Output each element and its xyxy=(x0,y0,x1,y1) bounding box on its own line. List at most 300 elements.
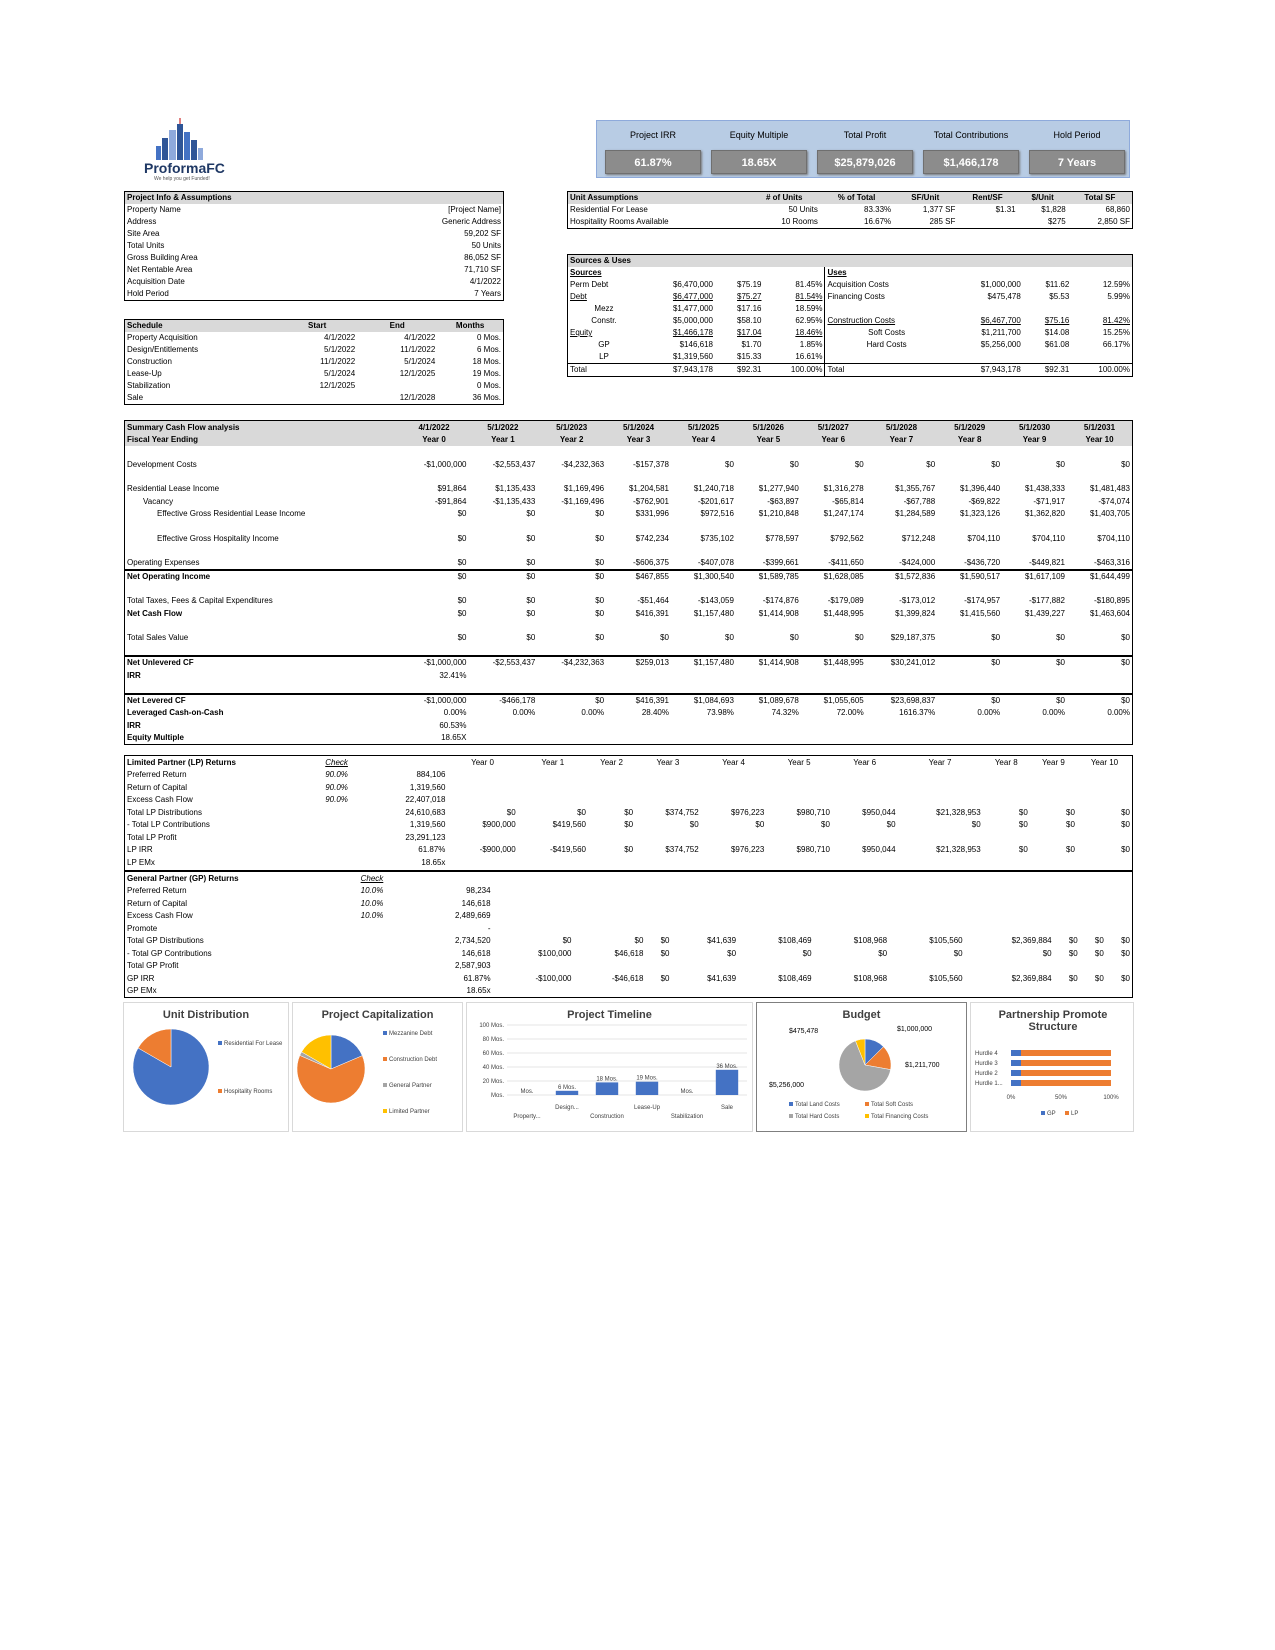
cell xyxy=(1054,960,1080,973)
y-tick: Hurdle 3 xyxy=(975,1061,998,1067)
cell: Effective Gross Residential Lease Income xyxy=(157,509,306,518)
cell: Hard Costs xyxy=(825,339,948,351)
cell: 81.45% xyxy=(795,280,823,289)
cell: $0 xyxy=(595,557,605,567)
cell: $1,362,820 xyxy=(1024,509,1065,518)
cell: Year 7 xyxy=(866,434,937,447)
cell: Check xyxy=(360,873,384,883)
cell: $6,477,000 xyxy=(672,292,713,301)
cell: $0 xyxy=(926,459,936,469)
cell xyxy=(125,682,1132,694)
spacer-row xyxy=(125,520,1132,532)
cell xyxy=(645,897,671,910)
cell: 71,710 SF xyxy=(464,265,501,274)
cell xyxy=(983,856,1030,869)
spacer-row xyxy=(125,620,1132,632)
table-row xyxy=(125,707,1132,720)
cell: 4/1/2022 xyxy=(469,277,501,286)
cell: $1,157,480 xyxy=(671,656,736,669)
cell xyxy=(1030,781,1077,794)
cell xyxy=(125,520,1132,532)
cell: Gross Building Area xyxy=(127,253,198,262)
cell xyxy=(323,856,370,869)
cell: 7 Years xyxy=(474,289,501,298)
cell xyxy=(832,769,898,782)
table-header xyxy=(568,192,1132,204)
cell xyxy=(965,897,1054,910)
cell xyxy=(493,960,574,973)
cell: $0 xyxy=(1066,820,1075,829)
cell xyxy=(983,769,1030,782)
cell xyxy=(738,872,814,885)
cell xyxy=(898,781,983,794)
cell xyxy=(1054,922,1080,935)
cell xyxy=(801,732,866,745)
cell: 5/1/2030 xyxy=(1002,421,1067,434)
cell xyxy=(1080,897,1106,910)
cell xyxy=(948,351,1023,364)
cell: -$466,178 xyxy=(468,694,537,707)
cell: $1,589,785 xyxy=(736,570,801,583)
cell: Acquisition Costs xyxy=(825,279,948,291)
cell xyxy=(1077,794,1132,807)
cell: $0 xyxy=(526,596,536,605)
cell: $0 xyxy=(1042,948,1052,958)
cell xyxy=(125,583,1132,595)
cell: Year 4 xyxy=(722,757,745,767)
legend-label: Total Financing Costs xyxy=(871,1114,929,1120)
cell: 61.87% xyxy=(463,973,491,983)
cell xyxy=(588,831,635,844)
cell: $0 xyxy=(595,608,605,618)
cell xyxy=(359,960,413,973)
cell: -$1,000,000 xyxy=(423,459,467,469)
cell: 5/1/2024 xyxy=(324,369,356,378)
cell: $0 xyxy=(1067,694,1132,707)
cell: $1,466,178 xyxy=(672,328,713,337)
cell: Year 2 xyxy=(600,757,623,767)
cell xyxy=(635,794,701,807)
table-row xyxy=(568,216,1132,228)
cell: $0 xyxy=(1094,936,1104,945)
cell: $108,968 xyxy=(853,936,888,945)
cell xyxy=(518,831,588,844)
promote-bar xyxy=(1011,1070,1021,1076)
table-row xyxy=(125,694,1132,707)
cell xyxy=(672,960,739,973)
cell: Year 9 xyxy=(1002,434,1067,447)
cell: $900,000 xyxy=(482,820,516,829)
cell: $1,277,940 xyxy=(758,484,799,493)
cell: 90.0% xyxy=(325,795,348,804)
y-tick: Mos. xyxy=(490,1093,504,1099)
timeline-bar xyxy=(716,1070,738,1095)
cell: Year 10 xyxy=(1067,434,1132,447)
cell xyxy=(1106,960,1132,973)
cell xyxy=(447,831,517,844)
cell: 50 Units xyxy=(471,241,501,250)
cell xyxy=(965,960,1054,973)
cell: -$177,882 xyxy=(1028,596,1065,605)
cell: Year 10 xyxy=(1090,757,1119,767)
cell: $0 xyxy=(1066,807,1075,817)
cell xyxy=(323,806,370,819)
cell: Return of Capital xyxy=(127,782,188,792)
cell xyxy=(672,872,739,885)
cell xyxy=(701,769,767,782)
cell xyxy=(672,897,739,910)
table-row xyxy=(125,570,1132,583)
cell: Net Rentable Area xyxy=(127,265,193,274)
cell xyxy=(738,985,814,998)
table-row xyxy=(125,264,503,276)
cell: $778,597 xyxy=(765,533,799,543)
cell: Year 4 xyxy=(671,434,736,447)
kpi-hold-period: Hold Period 7 Years xyxy=(1025,121,1129,179)
cell xyxy=(447,781,517,794)
cell: $0 xyxy=(1121,845,1130,854)
cell: 74.32% xyxy=(771,708,799,717)
cell xyxy=(898,831,983,844)
legend-label: Total Land Costs xyxy=(795,1102,840,1108)
cell: $0 xyxy=(1121,807,1130,817)
cell: Months xyxy=(437,320,503,332)
cell: -$100,000 xyxy=(535,973,572,983)
cell xyxy=(635,781,701,794)
cell: -$91,864 xyxy=(434,496,467,506)
cell: $976,223 xyxy=(730,807,765,817)
promote-structure-chart: Partnership Promote Structure Hurdle 4 Hurdle 3 Hurdle 2 Hurdle 1... 0% 50% 100% GP LP xyxy=(970,1002,1134,1132)
cell: $0 xyxy=(1094,973,1104,983)
cell: $0 xyxy=(634,936,644,945)
cell: $0 xyxy=(854,459,864,469)
cell: $1,316,278 xyxy=(823,484,864,493)
cell: 18.65X xyxy=(441,733,467,742)
cell: $0 xyxy=(1002,694,1067,707)
cell xyxy=(1054,910,1080,923)
cell: 81.42% xyxy=(1102,316,1130,325)
unit-distribution-chart: Unit Distribution Residential For Lease Hospitality Rooms xyxy=(123,1002,289,1132)
table-row xyxy=(125,458,1132,471)
cell: $0 xyxy=(1121,936,1130,945)
legend-swatch xyxy=(383,1031,387,1035)
cell xyxy=(1080,960,1106,973)
table-row xyxy=(125,288,503,300)
cell: $14.08 xyxy=(1044,328,1070,337)
cell xyxy=(413,872,493,885)
cell: $1,240,718 xyxy=(693,484,734,493)
cell: -$762,901 xyxy=(632,496,669,506)
cell: $1.31 xyxy=(995,205,1016,214)
cell: Total xyxy=(568,364,640,377)
cell: $21,328,953 xyxy=(936,845,981,854)
kpi-equity-multiple: Equity Multiple 18.65X xyxy=(707,121,811,179)
data-label: $1,211,700 xyxy=(905,1062,940,1069)
cell xyxy=(1030,856,1077,869)
cell xyxy=(573,897,645,910)
cell: $146,618 xyxy=(679,340,713,349)
cell: $0 xyxy=(1018,845,1028,854)
cell: $980,710 xyxy=(796,807,830,817)
legend-label: Construction Debt xyxy=(389,1057,438,1063)
cell xyxy=(323,844,370,857)
cell: 2,489,669 xyxy=(454,911,491,920)
table-row xyxy=(125,332,503,344)
cell xyxy=(866,732,937,745)
cell xyxy=(1077,856,1132,869)
cell: $980,710 xyxy=(796,845,830,854)
cell xyxy=(1054,897,1080,910)
cell xyxy=(645,922,671,935)
cell: -$173,012 xyxy=(899,596,936,605)
cell: Residential Lease Income xyxy=(127,484,220,493)
cell: $1,403,705 xyxy=(1089,509,1130,518)
cell: $0 xyxy=(854,633,864,642)
cell: $735,102 xyxy=(700,533,734,543)
data-label: 36 Mos. xyxy=(716,1063,738,1070)
cell: $1,644,499 xyxy=(1067,570,1132,583)
cell xyxy=(468,719,537,732)
cell: $0 xyxy=(537,570,606,583)
cell xyxy=(766,794,832,807)
kpi-panel xyxy=(596,120,1130,178)
legend-swatch xyxy=(383,1083,387,1087)
table-row xyxy=(125,719,1132,732)
cell xyxy=(983,831,1030,844)
cell: $0 xyxy=(1002,656,1067,669)
spacer-row xyxy=(125,471,1132,483)
cell: 86,052 SF xyxy=(464,253,501,262)
cell: $0 xyxy=(689,820,699,829)
cell: -$411,650 xyxy=(828,557,864,567)
legend-swatch xyxy=(789,1102,793,1106)
cell xyxy=(766,769,832,782)
table-row xyxy=(125,483,1132,496)
cell: 98,234 xyxy=(466,886,491,895)
table-row xyxy=(125,960,1132,973)
cell: 2,587,903 xyxy=(454,961,491,970)
timeline-bar xyxy=(556,1091,578,1095)
legend-swatch xyxy=(865,1114,869,1118)
cell: 5/1/2024 xyxy=(606,421,671,434)
cell xyxy=(814,960,890,973)
cell: $0 xyxy=(400,570,469,583)
cell: $75.16 xyxy=(1044,316,1070,325)
cell xyxy=(573,910,645,923)
cell: Year 0 xyxy=(400,434,469,447)
cell xyxy=(814,910,890,923)
table-row xyxy=(568,279,1132,291)
cell xyxy=(1054,872,1080,885)
y-tick: Hurdle 1... xyxy=(975,1081,1003,1087)
cell xyxy=(1080,885,1106,898)
cell: $7,943,178 xyxy=(640,364,715,377)
cell: 0 Mos. xyxy=(476,381,501,390)
cell: Hold Period xyxy=(127,289,169,298)
budget-chart: Budget $1,000,000 $1,211,700 $5,256,000 $475,478 Total Land Costs Total Soft Costs Total Hard Costs Total Financing Costs xyxy=(756,1002,967,1132)
cell: $1,396,440 xyxy=(960,484,1001,493)
cell: $0 xyxy=(1066,845,1075,854)
y-tick: Hurdle 4 xyxy=(975,1051,998,1057)
cell xyxy=(323,831,370,844)
cell xyxy=(1067,732,1132,745)
cell: $416,391 xyxy=(606,694,671,707)
cell: Financing Costs xyxy=(825,291,948,303)
table-row xyxy=(125,806,1132,819)
cell xyxy=(537,719,606,732)
cell: 0.00% xyxy=(512,708,536,717)
cell xyxy=(125,545,1132,557)
cell: 12/1/2025 xyxy=(399,369,436,378)
cell xyxy=(635,856,701,869)
cell: $92.31 xyxy=(1023,364,1072,377)
legend-swatch xyxy=(1065,1111,1069,1115)
cell: 23,291,123 xyxy=(405,832,446,842)
cell: $1,084,693 xyxy=(671,694,736,707)
table-row xyxy=(568,327,1132,339)
cell: Lease-Up xyxy=(127,369,162,378)
cell: LP EMx xyxy=(127,857,155,867)
cell: Year 1 xyxy=(468,434,537,447)
cell xyxy=(125,644,1132,656)
cell: 90.0% xyxy=(325,770,348,779)
cell xyxy=(1080,985,1106,998)
cell xyxy=(468,732,537,745)
cell xyxy=(832,856,898,869)
cell: $41,639 xyxy=(707,936,737,945)
cell: $0 xyxy=(660,936,670,945)
cell xyxy=(766,831,832,844)
cell: $704,110 xyxy=(1097,533,1130,543)
cell xyxy=(866,669,937,682)
cell xyxy=(357,380,437,392)
table-row xyxy=(125,632,1132,645)
cell: Year 6 xyxy=(801,434,866,447)
cell: Year 8 xyxy=(937,434,1002,447)
cell: 10.0% xyxy=(360,886,384,895)
cell: Year 9 xyxy=(1041,757,1065,767)
cell xyxy=(832,794,898,807)
cell: Stabilization xyxy=(127,381,171,390)
cell: IRR xyxy=(127,720,141,730)
cell: -$143,059 xyxy=(697,596,734,605)
cell: 11/1/2022 xyxy=(400,345,436,354)
timeline-bar xyxy=(636,1082,658,1095)
cell: 5/1/2023 xyxy=(537,421,606,434)
legend-label: Total Hard Costs xyxy=(795,1114,840,1120)
cell: $0 xyxy=(937,694,1002,707)
table-row xyxy=(125,885,1132,898)
cell: -$67,788 xyxy=(903,496,936,506)
logo xyxy=(140,118,230,188)
cell: 12/1/2028 xyxy=(399,393,436,402)
table-row xyxy=(125,216,503,228)
cell: $374,752 xyxy=(665,845,699,854)
cell: 5/1/2024 xyxy=(404,357,436,366)
cell: [Project Name] xyxy=(448,205,501,214)
cell: Net Cash Flow xyxy=(127,608,183,618)
cell: Check xyxy=(325,757,348,767)
cell: 32.41% xyxy=(439,670,467,680)
cell xyxy=(493,922,574,935)
cell: $0 xyxy=(526,533,536,543)
cell: $475,478 xyxy=(987,292,1021,301)
cell: 1,319,560 xyxy=(409,820,446,829)
cell: $91,864 xyxy=(437,484,467,493)
cell: 6 Mos. xyxy=(476,345,501,354)
cell: $6,467,700 xyxy=(980,316,1021,325)
table-row xyxy=(125,595,1132,608)
cell: Year 2 xyxy=(537,434,606,447)
legend-label: Hospitality Rooms xyxy=(224,1089,273,1095)
cell xyxy=(125,446,1132,458)
cell xyxy=(359,985,413,998)
cell: $0 xyxy=(1056,633,1065,642)
cell: $108,968 xyxy=(853,973,888,983)
gp-returns xyxy=(124,871,1133,998)
project-info-table: Project Info & Assumptions Property Name [Project Name] Address Generic Address Site Area 59,202 SF Total Units 50 Units Gross Building Area 86,052 SF Net Rentable Area 71,710 SF Acquisition Date 4/1/2022 Hold Period 7 Years xyxy=(124,191,504,301)
cell: $0 xyxy=(526,509,536,518)
cell xyxy=(1054,885,1080,898)
cell: 1,377 SF xyxy=(922,205,956,214)
cell: 81.54% xyxy=(795,292,823,301)
cell: -$174,957 xyxy=(964,596,1001,605)
cell: # of Units xyxy=(749,192,820,204)
cell: Total xyxy=(825,364,948,377)
cell xyxy=(965,985,1054,998)
cell: $108,469 xyxy=(778,973,812,983)
promote-bar xyxy=(1011,1060,1021,1066)
cell: $467,855 xyxy=(606,570,671,583)
cell: $0 xyxy=(1094,948,1104,958)
cell xyxy=(825,303,948,315)
cell: -$174,876 xyxy=(762,596,799,605)
cell: $0 xyxy=(953,948,963,958)
cell: $0 xyxy=(971,820,981,829)
cell: 1.85% xyxy=(799,340,823,349)
cell: 2,850 SF xyxy=(1097,217,1130,226)
cell: $704,110 xyxy=(967,533,1001,543)
cell: -$1,135,433 xyxy=(492,496,536,506)
cell: -$1,000,000 xyxy=(400,656,469,669)
cell: Year 8 xyxy=(994,757,1018,767)
cell xyxy=(965,910,1054,923)
cell: Rent/SF xyxy=(957,192,1017,204)
cell xyxy=(1106,885,1132,898)
cell: 2,734,520 xyxy=(454,936,491,945)
cell xyxy=(766,781,832,794)
cell xyxy=(1106,985,1132,998)
cell: 10.0% xyxy=(360,898,384,908)
cell xyxy=(1106,897,1132,910)
legend-label: LP xyxy=(1071,1111,1079,1117)
cell xyxy=(766,856,832,869)
cell: $1,055,605 xyxy=(801,694,866,707)
cell xyxy=(635,769,701,782)
cell xyxy=(672,885,739,898)
table-row xyxy=(125,368,503,380)
cell: -$71,917 xyxy=(1033,496,1065,506)
cell: Equity Multiple xyxy=(127,733,184,742)
cell: $0 xyxy=(991,459,1001,469)
cell xyxy=(537,732,606,745)
cell xyxy=(948,303,1023,315)
cell: $0 xyxy=(1121,633,1130,642)
cell: Soft Costs xyxy=(825,327,948,339)
cell xyxy=(645,910,671,923)
cell: Operating Expenses xyxy=(127,557,200,567)
table-row xyxy=(125,356,503,368)
